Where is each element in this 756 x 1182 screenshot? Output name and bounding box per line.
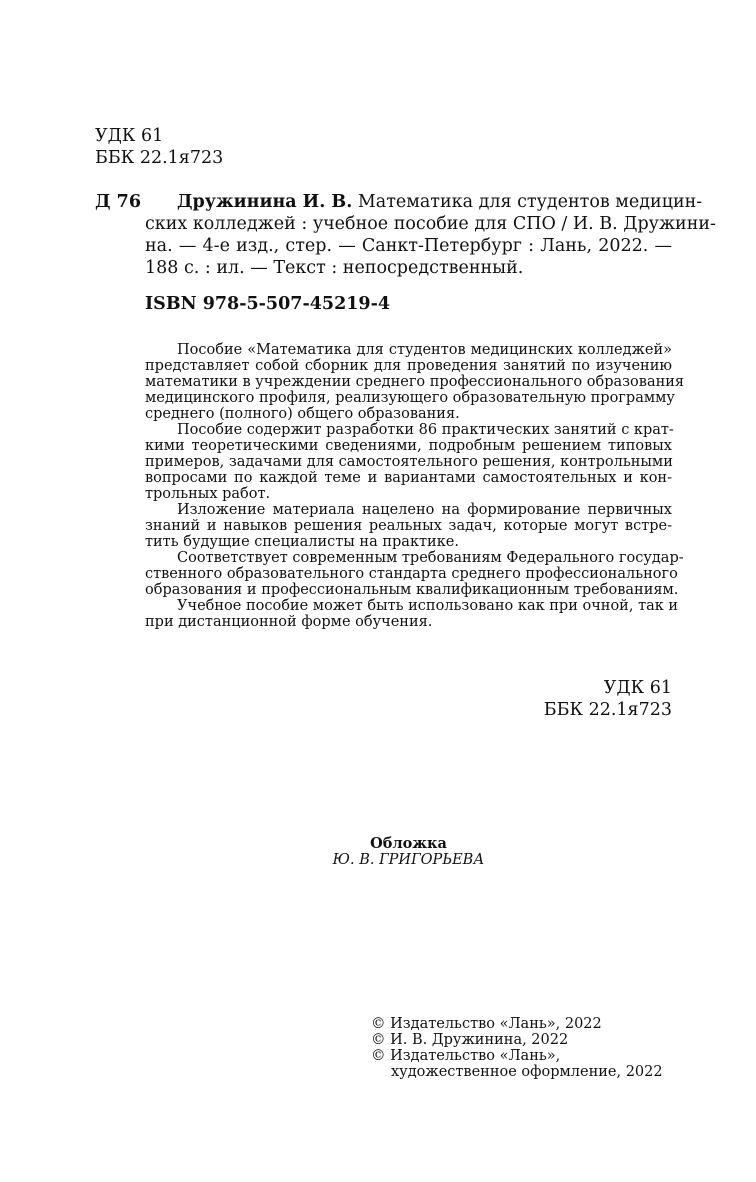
- annotation-line: кими теоретическими сведениями, подробным решением типовых: [145, 438, 672, 454]
- annotation-line: Соответствует современным требованиям Федерального государ-: [177, 550, 684, 566]
- annotation-line: Учебное пособие может быть использовано как при очной, так и: [177, 598, 679, 614]
- bib-title-start: Математика для студентов медицин-: [357, 192, 703, 212]
- bbk-top: ББК 22.1я723: [95, 148, 224, 168]
- cover-designer: Ю. В. ГРИГОРЬЕВА: [332, 852, 485, 868]
- copyright-line: © Издательство «Лань»,: [371, 1048, 561, 1064]
- annotation-line: вопросами по каждой теме и вариантами самостоятельных и кон-: [145, 470, 672, 486]
- bbk-bottom: ББК 22.1я723: [543, 700, 672, 720]
- bib-author: Дружинина И. В.: [177, 192, 353, 212]
- copyright-line: © И. В. Дружинина, 2022: [371, 1032, 569, 1048]
- udk-top: УДК 61: [95, 126, 164, 146]
- author-mark: Д 76: [95, 192, 142, 212]
- udk-bottom: УДК 61: [603, 678, 672, 698]
- bib-line-1: [177, 192, 703, 213]
- annotation-line: знаний и навыков решения реальных задач, которые могут встре-: [145, 518, 672, 534]
- annotation-line: при дистанционной форме обучения.: [145, 614, 433, 630]
- annotation-line: ственного образовательного стандарта среднего профессионального: [145, 566, 678, 582]
- annotation-line: представляет собой сборник для проведения занятий по изучению: [145, 358, 672, 374]
- bib-line-4: 188 с. : ил. — Текст : непосредственный.: [145, 258, 524, 278]
- annotation-line: тить будущие специалисты на практике.: [145, 534, 459, 550]
- copyright-line: © Издательство «Лань», 2022: [371, 1016, 602, 1032]
- bib-line-3: на. — 4-е изд., стер. — Санкт-Петербург : Лань, 2022. —: [145, 236, 672, 256]
- annotation-line: среднего (полного) общего образования.: [145, 406, 460, 422]
- annotation-line: образования и профессиональным квалификационным требованиям.: [145, 582, 679, 598]
- annotation-line: Изложение материала нацелено на формирование первичных: [177, 502, 672, 518]
- bib-line-2: ских колледжей : учебное пособие для СПО / И. В. Дружини-: [145, 214, 716, 234]
- copyright-line: художественное оформление, 2022: [391, 1064, 663, 1080]
- isbn: ISBN 978-5-507-45219-4: [145, 294, 391, 314]
- annotation-line: медицинского профиля, реализующего образовательную программу: [145, 390, 675, 406]
- annotation-line: Пособие «Математика для студентов медицинских колледжей»: [177, 342, 672, 358]
- annotation-line: Пособие содержит разработки 86 практических занятий с крат-: [177, 422, 674, 438]
- annotation-line: трольных работ.: [145, 486, 271, 502]
- annotation-line: математики в учреждении среднего профессионального образования: [145, 374, 685, 390]
- annotation-line: примеров, задачами для самостоятельного решения, контрольными: [145, 454, 673, 470]
- cover-label: Обложка: [370, 835, 447, 852]
